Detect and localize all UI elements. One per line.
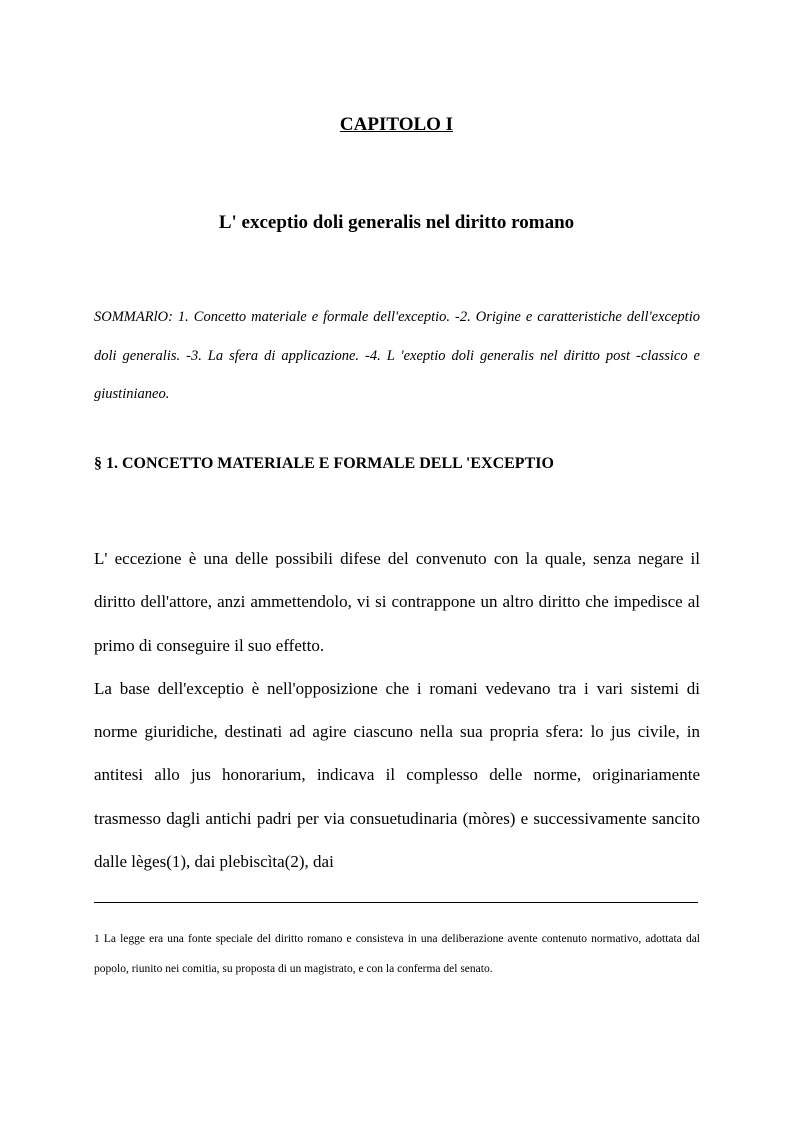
chapter-subtitle: L' exceptio doli generalis nel diritto romano bbox=[218, 212, 575, 233]
footnote-separator bbox=[94, 902, 698, 903]
chapter-title: CAPITOLO I bbox=[339, 114, 454, 135]
body-paragraph: La base dell'exceptio è nell'opposizione che i romani vedevano tra i vari sistemi di norme giuridiche, destinati ad agire ciascuno nella sua propria sfera: lo jus civile, in antitesi allo jus honorarium, indicava il complesso delle norme, originariamente trasmesso dagli antichi padri per via consuetudinaria (mòres) e successivamente sancito dalle lèges(1), dai plebiscìta(2), dai bbox=[94, 678, 700, 872]
body-paragraph: L' eccezione è una delle possibili difese del convenuto con la quale, senza negare il diritto dell'attore, anzi ammettendolo, vi si contrappone un altro diritto che impedisce al primo di conseguire il suo effetto. bbox=[94, 549, 700, 655]
section-heading: § 1. CONCETTO MATERIALE E FORMALE DELL 'EXCEPTIO bbox=[94, 455, 554, 472]
chapter-summary: SOMMARlO: 1. Concetto materiale e formale dell'exceptio. -2. Origine e caratteristiche dell'exceptio doli generalis. -3. La sfera di applicazione. -4. L 'exeptio doli generalis nel diritto post -classico e giustinianeo. bbox=[94, 309, 700, 402]
footnote: 1 La legge era una fonte speciale del diritto romano e consisteva in una deliberazione avente contenuto normativo, adottata dal popolo, riunito nei comitia, su proposta di un magistrato, e con la conferma del senato. bbox=[94, 933, 700, 975]
body-text bbox=[94, 537, 700, 883]
